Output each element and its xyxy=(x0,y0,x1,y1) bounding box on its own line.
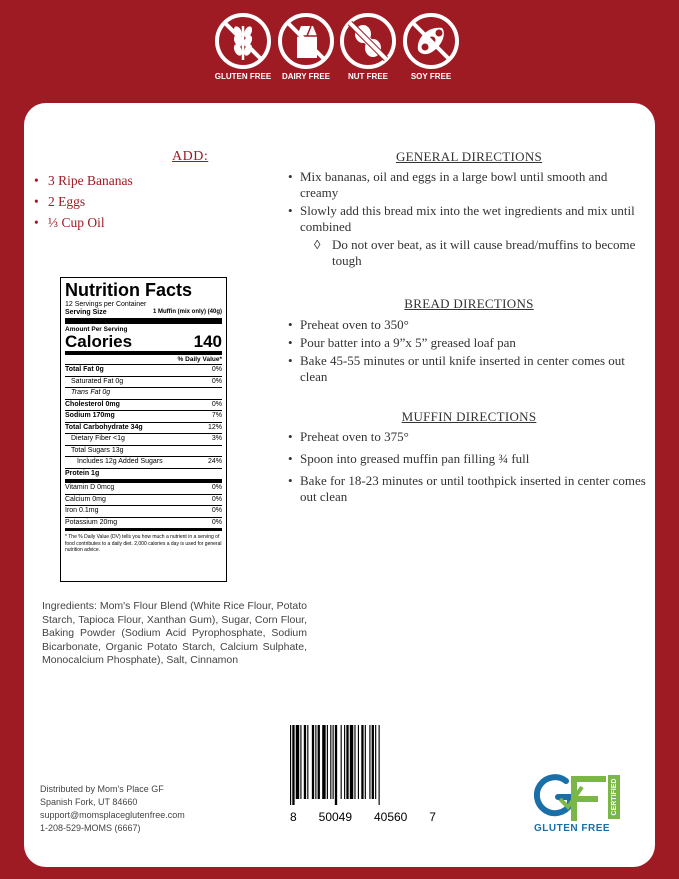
barcode-bar xyxy=(379,725,380,805)
amount-per-serving: Amount Per Serving xyxy=(65,326,128,333)
add-item: • 2 Eggs xyxy=(34,194,86,209)
direction-item: • Bake 45-55 minutes or until knife inserted in center comes out clean xyxy=(288,353,648,385)
barcode-bar xyxy=(369,725,370,799)
nutrient-row: Saturated Fat 0g 0% xyxy=(65,377,222,389)
direction-item: • Slowly add this bread mix into the wet ingredients and mix until combined xyxy=(288,203,648,235)
barcode-bar xyxy=(307,725,308,799)
nutrient-row: Total Sugars 13g xyxy=(65,446,222,458)
barcode-bar xyxy=(358,725,359,799)
muffin-directions-list xyxy=(288,429,648,507)
nutrition-footnote: * The % Daily Value (DV) tells you how much a nutrient in a serving of food contributes to a daily diet. 2,000 calories a day is used for general nutrition advice. xyxy=(65,534,222,553)
allergen-badges xyxy=(0,12,679,92)
add-list xyxy=(34,170,133,233)
barcode-bar xyxy=(322,725,325,799)
bread-directions-title: BREAD DIRECTIONS xyxy=(404,296,534,311)
direction-item: • Bake for 18-23 minutes or until toothpick inserted in center comes out clean xyxy=(288,473,648,505)
soybean-icon xyxy=(402,12,460,70)
certified-text: CERTIFIED xyxy=(610,778,618,816)
barcode-bar xyxy=(330,725,331,799)
content-card xyxy=(24,103,655,867)
serving-size: Serving Size 1 Muffin (mix only) (40g) xyxy=(65,309,222,324)
barcode-bar xyxy=(354,725,355,799)
badge-label: NUT FREE xyxy=(348,72,388,81)
distributor-address: Spanish Fork, UT 84660 xyxy=(40,797,138,807)
add-item: • ⅓ Cup Oil xyxy=(34,215,105,230)
nutrient-row: Potassium 20mg 0% xyxy=(65,518,222,532)
daily-value-header: % Daily Value* xyxy=(65,355,222,365)
nutrient-row: Protein 1g xyxy=(65,469,222,484)
direction-item: • Pour batter into a 9”x 5” greased loaf pan xyxy=(288,335,648,351)
peanut-icon xyxy=(339,12,397,70)
direction-subitem: ◊ Do not over beat, as it will cause bread/muffins to become tough xyxy=(288,237,648,269)
nutrition-title: Nutrition Facts xyxy=(65,280,193,300)
dairy-free-badge xyxy=(276,12,336,81)
distributor-email: support@momsplaceglutenfree.com xyxy=(40,810,185,820)
barcode-bar xyxy=(296,725,299,799)
soy-free-badge xyxy=(401,12,461,81)
bread-directions-list xyxy=(288,317,648,387)
general-directions-list xyxy=(288,169,648,271)
calories: Calories 140 xyxy=(65,333,222,355)
barcode-bar xyxy=(312,725,314,799)
barcode-digits: 8 50049 40560 7 xyxy=(290,810,436,824)
barcode-bars xyxy=(288,725,438,805)
badge-label: DAIRY FREE xyxy=(281,72,330,81)
nutrient-row: Cholesterol 0mg 0% xyxy=(65,400,222,412)
barcode-bar xyxy=(375,725,376,799)
nutrient-row: Sodium 170mg 7% xyxy=(65,411,222,423)
muffin-directions-title: MUFFIN DIRECTIONS xyxy=(401,409,537,424)
direction-item: • Preheat oven to 350° xyxy=(288,317,648,333)
barcode-bar xyxy=(292,725,294,805)
direction-item: • Preheat oven to 375° xyxy=(288,429,648,445)
nutrition-facts-panel xyxy=(60,277,227,582)
badge-label: GLUTEN FREE xyxy=(214,72,272,81)
gf-certified-logo xyxy=(534,771,634,839)
upc-barcode xyxy=(288,725,438,830)
add-title: ADD: xyxy=(172,149,209,164)
barcode-bar xyxy=(318,725,320,799)
barcode-bar xyxy=(344,725,345,799)
distributor-phone: 1-208-529-MOMS (6667) xyxy=(40,823,141,833)
barcode-bar xyxy=(333,725,334,799)
nutrient-row: Trans Fat 0g xyxy=(65,388,222,400)
barcode-bar xyxy=(346,725,348,799)
distributor-info xyxy=(40,783,185,835)
barcode-bar xyxy=(365,725,366,799)
nutrient-row: Total Carbohydrate 34g 12% xyxy=(65,423,222,435)
barcode-bar xyxy=(361,725,363,799)
ingredients-text: Ingredients: Mom's Flour Blend (White Rice Flour, Potato Starch, Tapioca Flour, Xanthan Gum), Sugar, Corn Flour, Baking Powder (Sodium Acid Pyrophosphate, Sodium Bicarbonate, Organic Potato Starch, Calcium Sulphate, Monocalcium Phosphate), Salt, Cinnamon xyxy=(42,600,307,666)
barcode-bar xyxy=(335,725,337,805)
nutrient-row: Calcium 0mg 0% xyxy=(65,495,222,507)
gf-logo-icon xyxy=(534,771,634,823)
nutrient-row: Iron 0.1mg 0% xyxy=(65,506,222,518)
nutrient-row: Total Fat 0g 0% xyxy=(65,365,222,377)
barcode-bar xyxy=(372,725,374,799)
barcode-bar xyxy=(341,725,342,799)
barcode-bar xyxy=(290,725,291,805)
gf-label: GLUTEN FREE xyxy=(534,823,611,834)
barcode-bar xyxy=(327,725,328,799)
nutrient-row: Dietary Fiber <1g 3% xyxy=(65,434,222,446)
barcode-bar xyxy=(350,725,353,799)
direction-item: • Mix bananas, oil and eggs in a large bowl until smooth and creamy xyxy=(288,169,648,201)
barcode-bar xyxy=(304,725,306,799)
badge-label: SOY FREE xyxy=(410,72,452,81)
milk-carton-icon xyxy=(277,12,335,70)
barcode-bar xyxy=(300,725,301,799)
nut-free-badge xyxy=(338,12,398,81)
add-item: • 3 Ripe Bananas xyxy=(34,173,133,188)
general-directions-title: GENERAL DIRECTIONS xyxy=(395,149,543,164)
wheat-icon xyxy=(214,12,272,70)
barcode-bar xyxy=(315,725,316,799)
distributor-name: Distributed by Mom's Place GF xyxy=(40,784,164,794)
gluten-free-badge xyxy=(213,12,273,81)
nutrient-row: Includes 12g Added Sugars 24% xyxy=(65,457,222,469)
nutrient-row: Vitamin D 0mcg 0% xyxy=(65,483,222,495)
servings-per-container: 12 Servings per Container xyxy=(65,301,147,308)
direction-item: • Spoon into greased muffin pan filling ¾ full xyxy=(288,451,648,467)
